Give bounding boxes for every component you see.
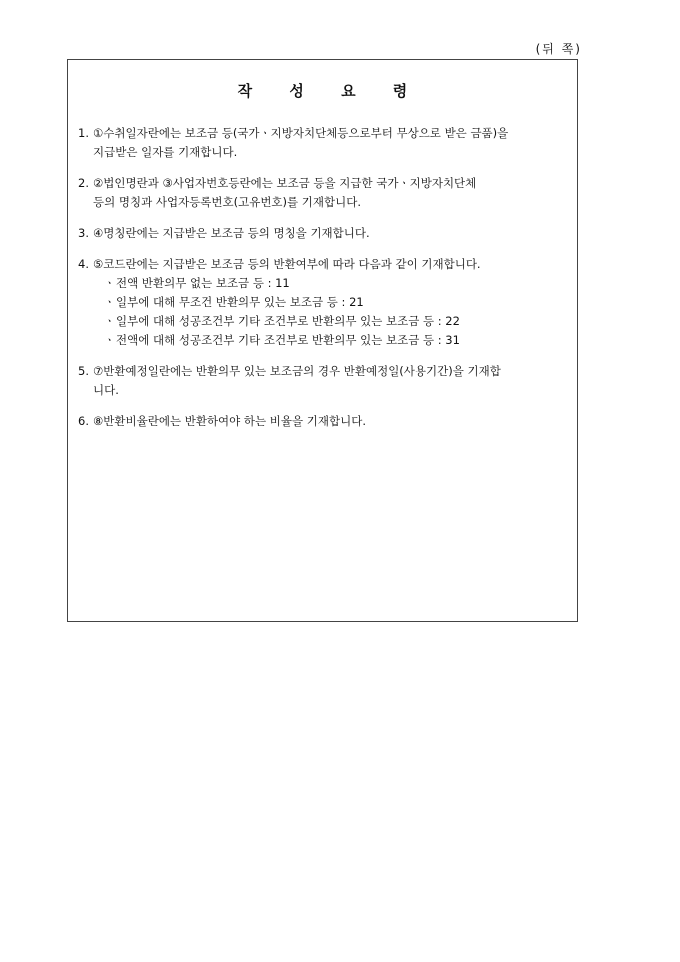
code-description: 일부에 대해 무조건 반환의무 있는 보조금 등 : 21	[116, 295, 364, 309]
instructions-box	[67, 59, 578, 622]
instruction-item-1	[78, 124, 569, 162]
page-side-label: (뒤 쪽)	[535, 42, 582, 56]
item-text-continued: 지급받은 일자를 기재합니다.	[93, 145, 238, 159]
instruction-item-5	[78, 362, 569, 400]
bullet-dot: ㆍ	[104, 314, 116, 328]
instruction-item-4	[78, 255, 569, 350]
code-list-item	[78, 331, 569, 350]
bullet-dot: ㆍ	[104, 333, 116, 347]
bullet-dot: ㆍ	[104, 276, 116, 290]
item-text: ⑤코드란에는 지급받은 보조금 등의 반환여부에 따라 다음과 같이 기재합니다.	[93, 257, 481, 271]
item-text: ⑦반환예정일란에는 반환의무 있는 보조금의 경우 반환예정일(사용기간)을 기재합	[93, 364, 501, 378]
item-text-continued: 등의 명칭과 사업자등록번호(고유번호)를 기재합니다.	[93, 195, 361, 209]
code-list-item	[78, 312, 569, 331]
code-list-item	[78, 293, 569, 312]
instruction-list	[78, 124, 569, 443]
instruction-item-6	[78, 412, 569, 431]
item-number: 2.	[78, 176, 89, 190]
item-text: ①수취일자란에는 보조금 등(국가ㆍ지방자치단체등으로부터 무상으로 받은 금품)을	[93, 126, 509, 140]
instruction-item-2	[78, 174, 569, 212]
item-text: ②법인명란과 ③사업자번호등란에는 보조금 등을 지급한 국가ㆍ지방자치단체	[93, 176, 477, 190]
bullet-dot: ㆍ	[104, 295, 116, 309]
item-number: 6.	[78, 414, 89, 428]
code-description: 전액 반환의무 없는 보조금 등 : 11	[116, 276, 290, 290]
item-number: 4.	[78, 257, 89, 271]
item-number: 5.	[78, 364, 89, 378]
instruction-item-3	[78, 224, 569, 243]
document-title: 작 성 요 령	[237, 82, 424, 100]
code-description: 일부에 대해 성공조건부 기타 조건부로 반환의무 있는 보조금 등 : 22	[116, 314, 460, 328]
item-text-continued: 니다.	[93, 383, 119, 397]
code-list-item	[78, 274, 569, 293]
item-text: ⑧반환비율란에는 반환하여야 하는 비율을 기재합니다.	[93, 414, 366, 428]
item-text: ④명칭란에는 지급받은 보조금 등의 명칭을 기재합니다.	[93, 226, 370, 240]
item-number: 1.	[78, 126, 89, 140]
code-description: 전액에 대해 성공조건부 기타 조건부로 반환의무 있는 보조금 등 : 31	[116, 333, 460, 347]
item-number: 3.	[78, 226, 89, 240]
